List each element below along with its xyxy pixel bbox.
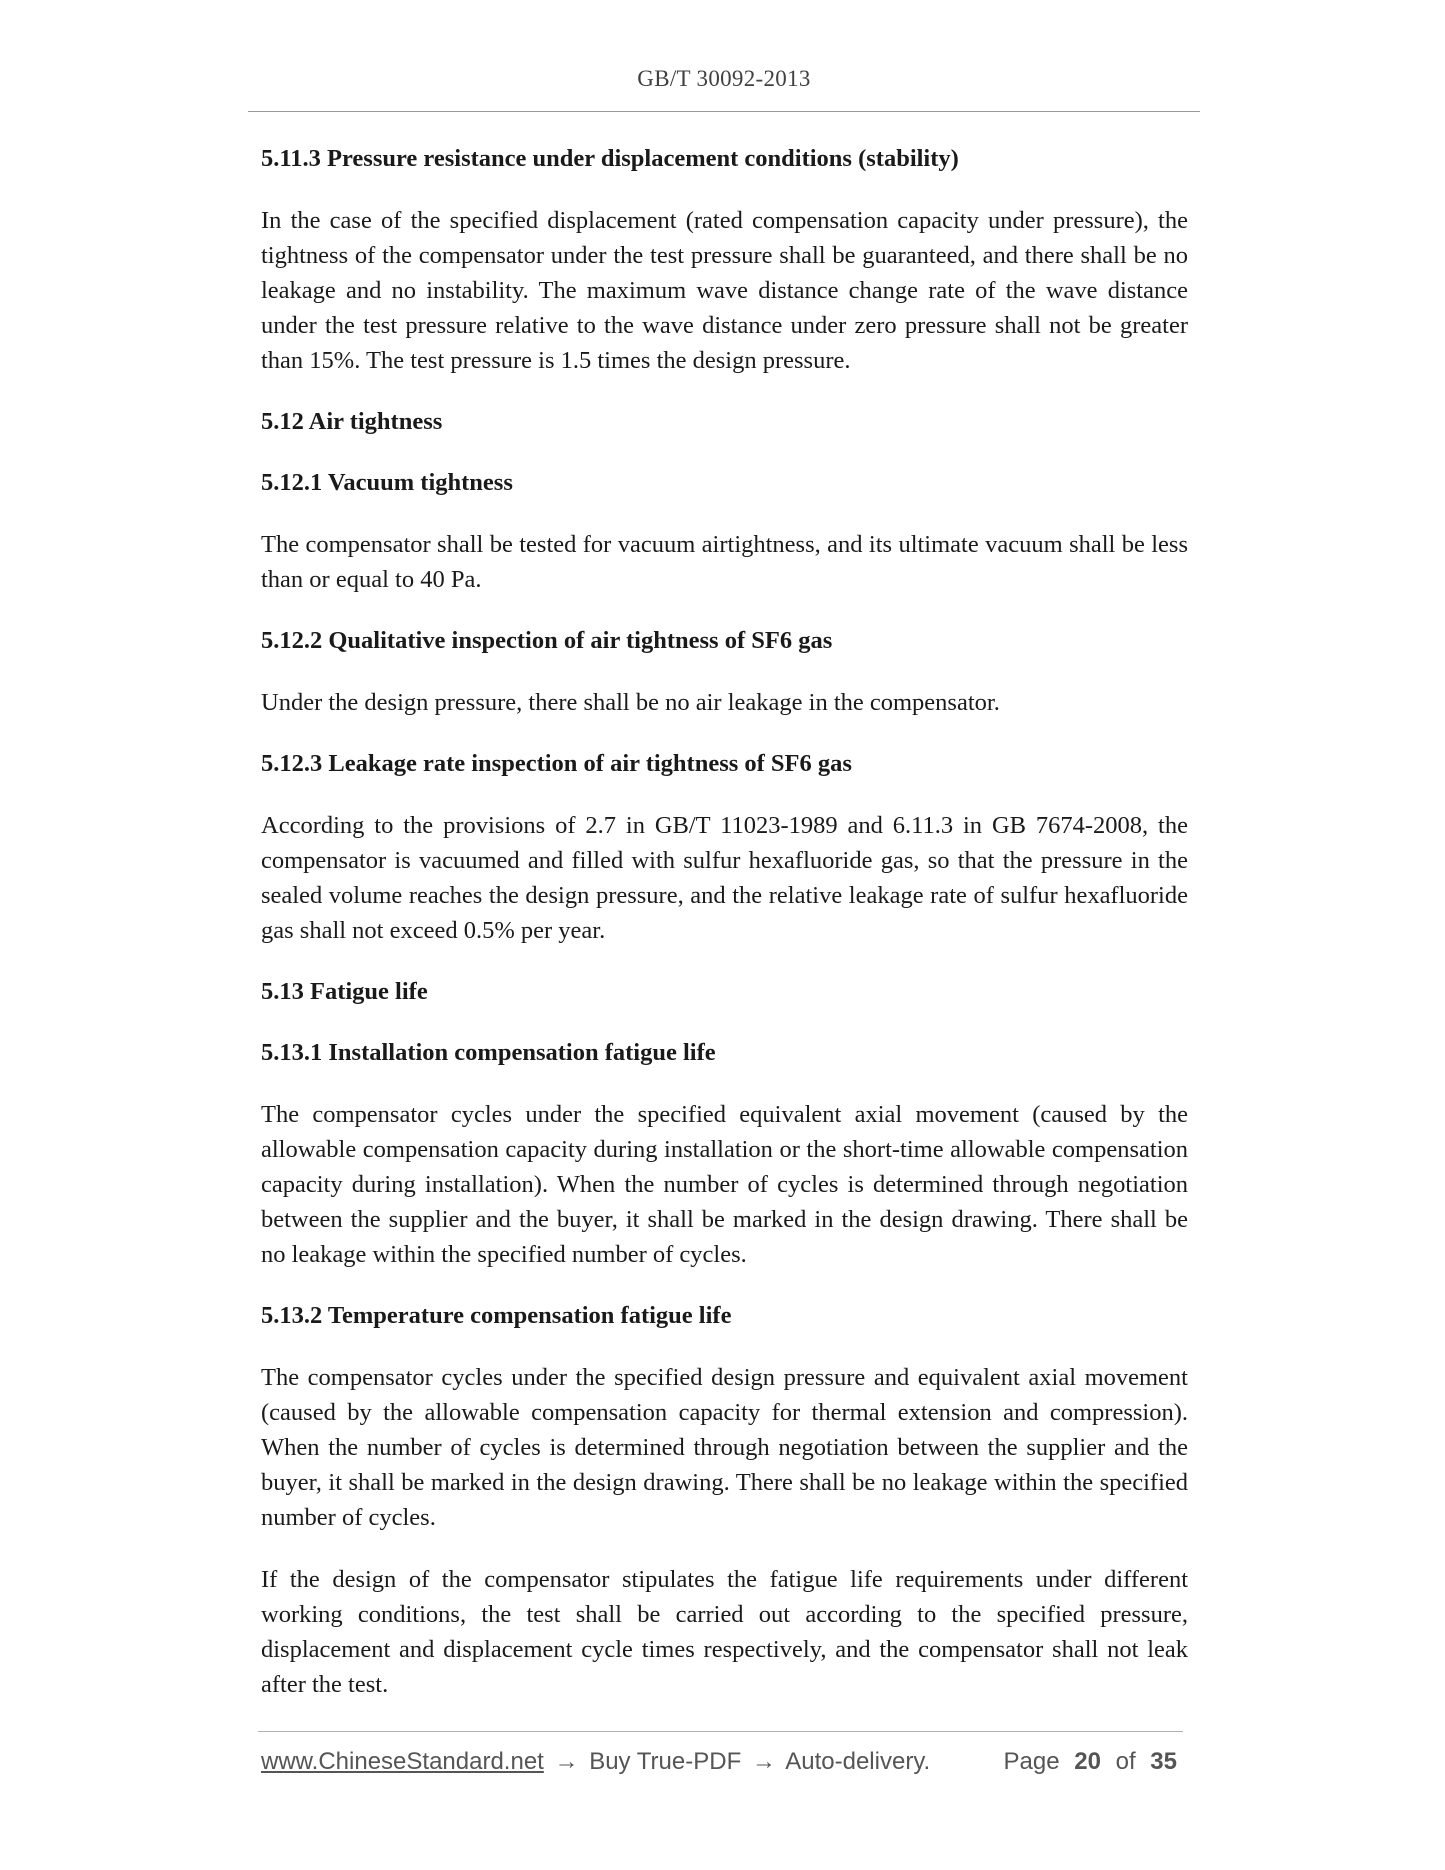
- section-heading-5-12-3: 5.12.3 Leakage rate inspection of air tightness of SF6 gas: [261, 750, 852, 777]
- paragraph-5-12-2: Under the design pressure, there shall be no air leakage in the compensator.: [261, 689, 1000, 716]
- total-page-count: 35: [1150, 1748, 1177, 1775]
- footer-promo: [261, 1748, 930, 1776]
- auto-delivery-text: Auto-delivery.: [785, 1748, 931, 1775]
- paragraph-5-11-3: In the case of the specified displacement (rated compensation capacity under pressure), the tightness of the compensator under the test pressure shall be guaranteed, and there shall be no leakage and no instability. The maximum wave distance change rate of the wave distance under the test pressure relative to the wave distance under zero pressure shall not be greater than 15%. The test pressure is 1.5 times the design pressure.: [261, 207, 1188, 374]
- paragraph-5-12-1: The compensator shall be tested for vacuum airtightness, and its ultimate vacuum shall be less than or equal to 40 Pa.: [261, 531, 1188, 593]
- section-heading-5-12: 5.12 Air tightness: [261, 408, 443, 435]
- section-heading-5-12-2: 5.12.2 Qualitative inspection of air tightness of SF6 gas: [261, 627, 833, 654]
- of-label: of: [1115, 1748, 1136, 1775]
- page-label: Page: [1003, 1748, 1060, 1775]
- page-footer: [261, 1748, 1183, 1782]
- section-heading-5-13: 5.13 Fatigue life: [261, 978, 428, 1005]
- buy-true-pdf-text: Buy True-PDF: [589, 1748, 742, 1775]
- site-link[interactable]: www.ChineseStandard.net: [261, 1748, 544, 1775]
- current-page-number: 20: [1074, 1748, 1101, 1775]
- arrow-right-icon: →: [554, 1748, 579, 1775]
- paragraph-5-13-1: The compensator cycles under the specified equivalent axial movement (caused by the allowable compensation capacity during installation or the short-time allowable compensation capacity during installation). When the number of cycles is determined through negotiation between the supplier and the buyer, it shall be marked in the design drawing. There shall be no leakage within the specified number of cycles.: [261, 1101, 1188, 1268]
- document-code-header: GB/T 30092-2013: [637, 66, 811, 91]
- section-heading-5-11-3: 5.11.3 Pressure resistance under displacement conditions (stability): [261, 145, 959, 172]
- section-heading-5-13-1: 5.13.1 Installation compensation fatigue life: [261, 1039, 716, 1066]
- section-heading-5-12-1: 5.12.1 Vacuum tightness: [261, 469, 513, 496]
- paragraph-5-12-3: According to the provisions of 2.7 in GB/T 11023-1989 and 6.11.3 in GB 7674-2008, the compensator is vacuumed and filled with sulfur hexafluoride gas, so that the pressure in the sealed volume reaches the design pressure, and the relative leakage rate of sulfur hexafluoride gas shall not exceed 0.5% per year.: [261, 812, 1188, 944]
- document-body: [261, 142, 1188, 1729]
- section-heading-5-13-2: 5.13.2 Temperature compensation fatigue life: [261, 1302, 732, 1329]
- footer-divider: [258, 1731, 1183, 1732]
- arrow-right-icon: →: [751, 1748, 776, 1775]
- paragraph-5-13-2-conditions: If the design of the compensator stipulates the fatigue life requirements under different working conditions, the test shall be carried out according to the specified pressure, displacement and displacement cycle times respectively, and the compensator shall not leak after the test.: [261, 1566, 1188, 1698]
- paragraph-5-13-2: The compensator cycles under the specified design pressure and equivalent axial movement (caused by the allowable compensation capacity for thermal extension and compression). When the number of cycles is determined through negotiation between the supplier and the buyer, it shall be marked in the design drawing. There shall be no leakage within the specified number of cycles.: [261, 1364, 1188, 1531]
- page-indicator: [1004, 1748, 1178, 1776]
- header-divider: [248, 111, 1200, 112]
